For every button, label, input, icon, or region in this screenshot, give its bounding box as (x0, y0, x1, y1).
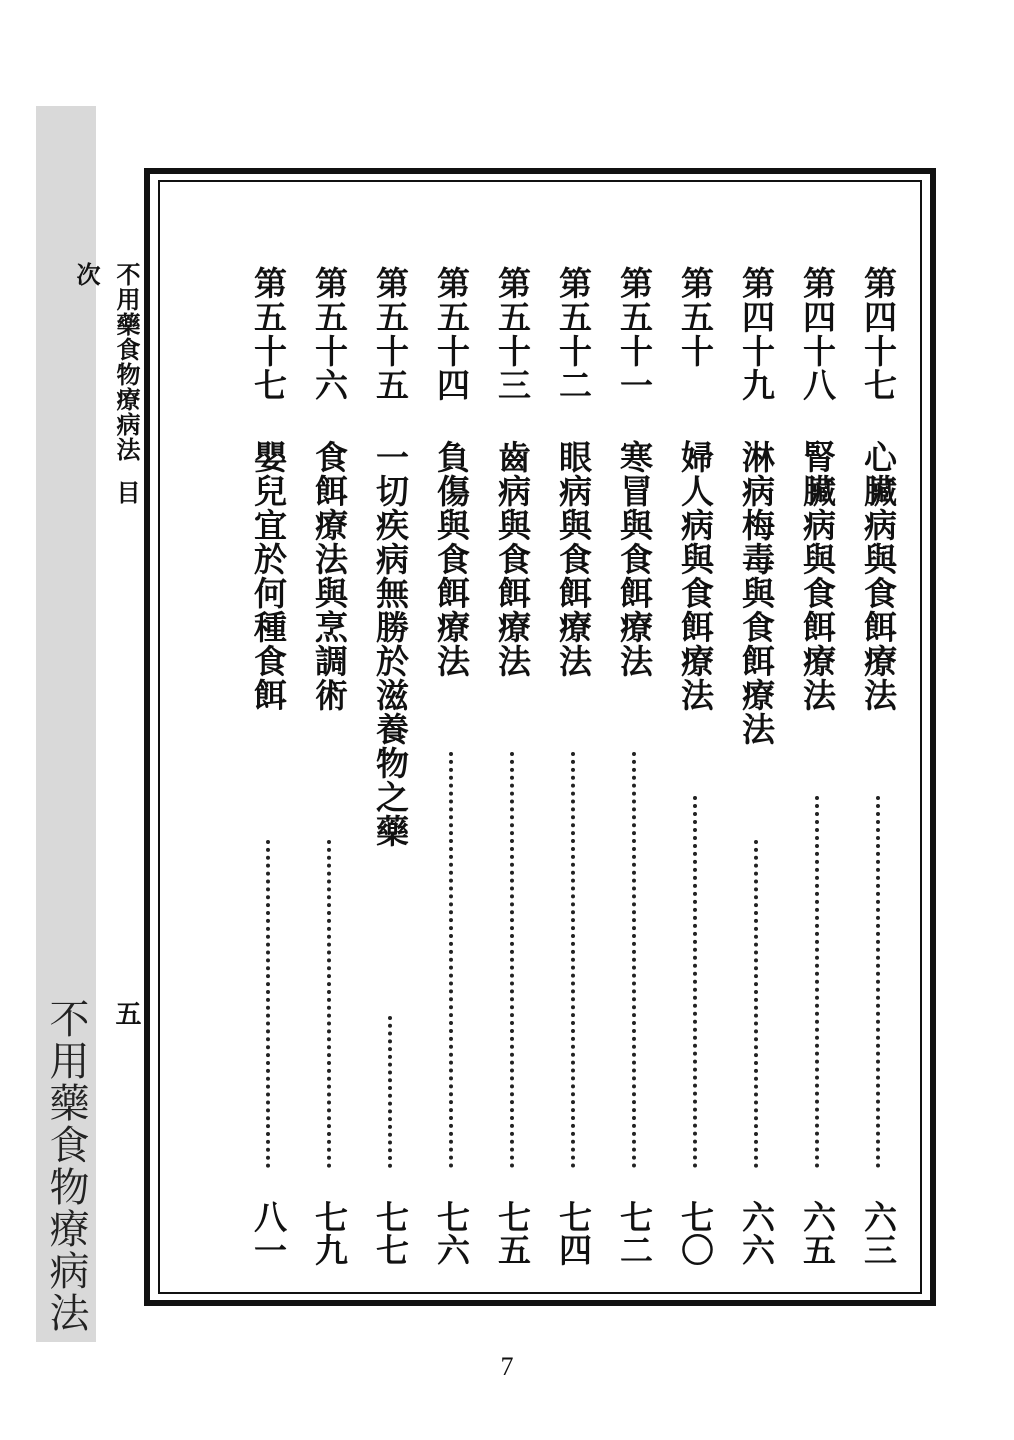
toc-entry[interactable] (734, 266, 778, 1266)
toc-entry[interactable] (246, 266, 290, 1266)
side-tab-title: 不用藥食物療病法 (43, 998, 89, 1334)
entry-number: 第五十一 (615, 266, 654, 402)
toc-entry[interactable] (856, 266, 900, 1266)
entry-number: 第四十九 (737, 266, 776, 402)
toc-entry[interactable] (612, 266, 656, 1266)
toc-entry[interactable] (795, 266, 839, 1266)
entry-title: 齒病與食餌療法 (493, 440, 532, 678)
dot-leader (754, 840, 758, 1168)
dot-leader (388, 1016, 392, 1168)
toc-entry[interactable] (368, 266, 412, 1266)
entry-number: 第五十三 (493, 266, 532, 402)
dot-leader (266, 840, 270, 1168)
page-marker: 五 (111, 1000, 141, 1026)
toc-entry[interactable] (429, 266, 473, 1266)
entry-title: 一切疾病無勝於滋養物之藥 (371, 440, 410, 848)
entry-page: 七五 (493, 1200, 532, 1266)
entry-title: 嬰兒宜於何種食餌 (249, 440, 288, 712)
entry-page: 七〇 (676, 1200, 715, 1266)
dot-leader (693, 796, 697, 1168)
entry-page: 七六 (432, 1200, 471, 1266)
entry-page: 七七 (371, 1200, 410, 1266)
toc-frame (144, 168, 936, 1306)
entry-number: 第五十二 (554, 266, 593, 402)
book-title: 不用藥食物療病法 (112, 262, 141, 462)
entry-number: 第五十五 (371, 266, 410, 402)
side-tab (36, 106, 96, 1342)
dot-leader (815, 796, 819, 1168)
dot-leader (571, 752, 575, 1168)
entry-title: 眼病與食餌療法 (554, 440, 593, 678)
entry-number: 第五十 (676, 266, 715, 368)
dot-leader (510, 752, 514, 1168)
entry-page: 六三 (859, 1200, 898, 1266)
entry-title: 寒冒與食餌療法 (615, 440, 654, 678)
entry-title: 腎臟病與食餌療法 (798, 440, 837, 712)
dot-leader (449, 752, 453, 1168)
entry-number: 第五十七 (249, 266, 288, 402)
entry-title: 淋病梅毒與食餌療法 (737, 440, 776, 746)
entry-title: 負傷與食餌療法 (432, 440, 471, 678)
entry-page: 七四 (554, 1200, 593, 1266)
toc-entry[interactable] (490, 266, 534, 1266)
toc-entry[interactable] (551, 266, 595, 1266)
entry-page: 七九 (310, 1200, 349, 1266)
entry-page: 八一 (249, 1200, 288, 1266)
toc-entry[interactable] (307, 266, 351, 1266)
entry-title: 食餌療法與烹調術 (310, 440, 349, 712)
dot-leader (876, 796, 880, 1168)
entry-number: 第四十八 (798, 266, 837, 402)
entry-title: 心臟病與食餌療法 (859, 440, 898, 712)
entry-number: 第五十四 (432, 266, 471, 402)
page-number: 7 (500, 1352, 514, 1381)
entry-number: 第五十六 (310, 266, 349, 402)
section-label: 目次 (72, 262, 141, 505)
entry-page: 六五 (798, 1200, 837, 1266)
entry-title: 婦人病與食餌療法 (676, 440, 715, 712)
dot-leader (632, 752, 636, 1168)
toc-entry[interactable] (673, 266, 717, 1266)
entry-number: 第四十七 (859, 266, 898, 402)
running-header (72, 262, 146, 512)
entry-page: 七二 (615, 1200, 654, 1266)
dot-leader (327, 840, 331, 1168)
entry-page: 六六 (737, 1200, 776, 1266)
